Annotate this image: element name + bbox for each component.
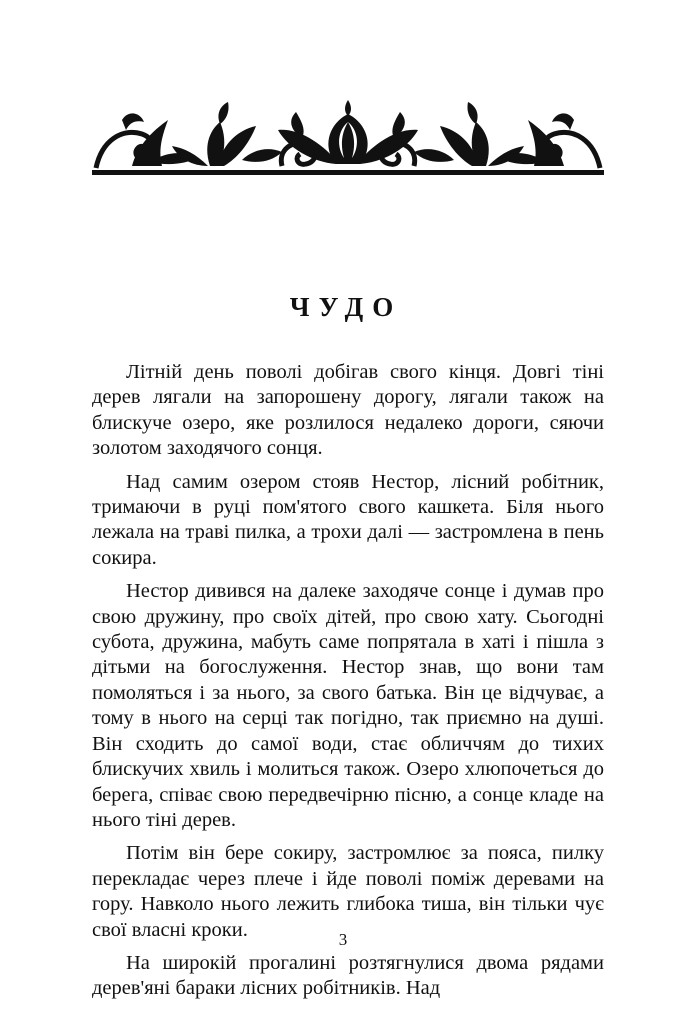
paragraph: Потім він бере сокиру, застромлює за пояса, пилку перекладає через плече і йде поволі поміж деревами на гору. Навколо нього лежить глибока тиша, він тільки чує свої власні кроки. <box>92 842 604 941</box>
page-number: 3 <box>338 930 348 949</box>
floral-ornament-icon <box>92 100 604 182</box>
chapter-body <box>92 360 604 1010</box>
chapter-title: ЧУДО <box>289 292 403 322</box>
paragraph: Літній день поволі добігав свого кінця. Довгі тіні дерев лягали на запорошену дорогу, лягали також на блискуче озеро, яке розлилося недалеко дороги, сяючи золотом заходячого сонця. <box>92 361 604 460</box>
paragraph: Нестор дивився на далеке заходяче сонце і думав про свою дружину, про своїх дітей, про свою хату. Сьогодні субота, дружина, мабуть саме попрятала в хаті і пішла з дітьми на богослуження. Нестор знав, що вони там помоляться і за нього, за свого батька. Він це відчуває, а тому в нього на серці так погідно, так приємно на душі. Він сходить до самої води, стає обличчям до тихих блискучих хвиль і молиться також. Озеро хлюпочеться до берега, співає свою передвечірню пісню, а сонце кладе на нього тіні дерев. <box>92 580 604 831</box>
paragraph: Над самим озером стояв Нестор, лісний робітник, тримаючи в руці пом'ятого свого кашкета. Біля нього лежала на траві пилка, а трохи далі — застромлена в пень сокира. <box>92 470 604 569</box>
paragraph: На широкій прогалині розтягнулися двома рядами дерев'яні бараки лісних робітників. Над <box>92 951 604 1000</box>
